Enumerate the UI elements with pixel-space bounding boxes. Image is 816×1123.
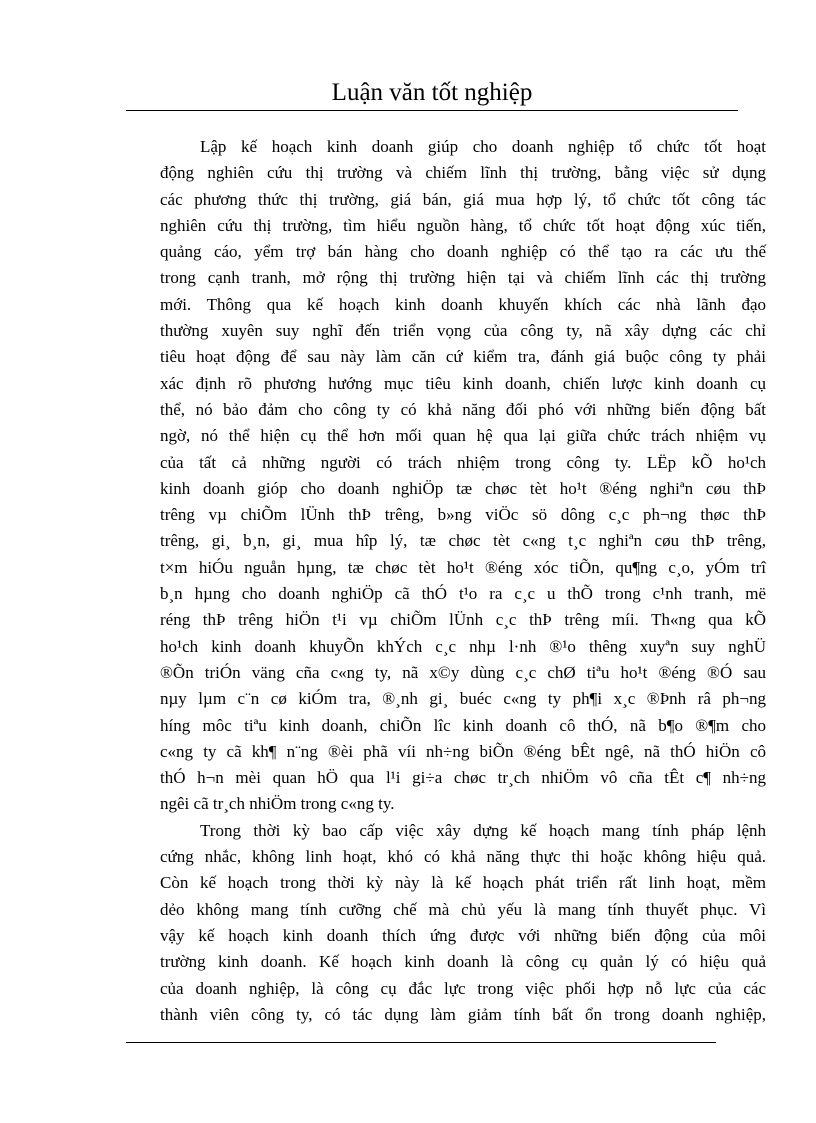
text-line: ngêi cã tr¸ch nhiÖm trong c«ng ty. xyxy=(160,794,395,814)
text-line: vậy kế hoạch kinh doanh thích ứng được với những biến động của môi xyxy=(160,925,766,945)
text-line: trêng, gi¸ b¸n, gi¸ mua hîp lý, tæ chøc tèt c«ng t¸c nghiªn cøu thÞ trêng, xyxy=(160,531,766,551)
text-line: quảng cáo, yểm trợ bán hàng cho doanh nghiệp có thể tạo ra các ưu thế xyxy=(160,242,766,262)
text-line: Trong thời kỳ bao cấp việc xây dựng kế hoạch mang tính pháp lệnh xyxy=(200,820,766,840)
text-line: xác định rõ phương hướng mục tiêu kinh doanh, chiến lược kinh doanh cụ xyxy=(160,373,766,393)
text-line: Lập kế hoạch kinh doanh giúp cho doanh nghiệp tổ chức tốt hoạt xyxy=(200,137,766,156)
text-line: động nghiên cứu thị trường và chiếm lĩnh thị trường, bằng việc sử dụng xyxy=(160,163,766,183)
text-line: trường kinh doanh. Kế hoạch kinh doanh là công cụ quản lý có hiệu quả xyxy=(160,952,766,972)
text-line: ®Õn triÓn väng cña c«ng ty, nã x©y dùng c¸c chØ tiªu ho¹t ®éng ®Ó sau xyxy=(160,662,766,682)
text-line: thể, nó bảo đảm cho công ty có khả năng đối phó với những biến động bất xyxy=(160,399,766,419)
text-line: cứng nhắc, không linh hoạt, khó có khả năng thực thi hoặc không hiệu quả. xyxy=(160,847,766,867)
page-header-title: Luận văn tốt nghiệp xyxy=(331,79,533,106)
text-line: ho¹ch kinh doanh khuyÕn khÝch c¸c nhµ l·nh ®¹o thêng xuyªn suy nghÜ xyxy=(160,636,766,656)
text-line: của tất cả những người có trách nhiệm trong công ty. LËp kÕ ho¹ch xyxy=(160,452,766,472)
text-line: kinh doanh gióp cho doanh nghiÖp tæ chøc tèt ho¹t ®éng nghiªn cøu thÞ xyxy=(160,478,766,498)
text-line: c«ng ty cã kh¶ n¨ng ®èi phã víi nh÷ng biÕn ®éng bÊt ngê, nã thÓ hiÖn cô xyxy=(160,741,766,761)
text-line: trêng vµ chiÕm lÜnh thÞ trêng, b»ng viÖc sö dông c¸c ph¬ng thøc thÞ xyxy=(160,505,766,525)
text-line: thường xuyên suy nghĩ đến triển vọng của công ty, nã xây dựng các chỉ xyxy=(160,321,766,341)
text-line: các phương thức thị trường, giá bán, giá mua hợp lý, tổ chức tốt công tác xyxy=(160,189,766,209)
text-line: dẻo không mang tính cưỡng chế mà chủ yếu là mang tính thuyết phục. Vì xyxy=(160,899,766,919)
text-line: Còn kế hoạch trong thời kỳ này là kế hoạch phát triển rất linh hoạt, mềm xyxy=(160,873,766,893)
text-line: mới. Thông qua kế hoạch kinh doanh khuyến khích các nhà lãnh đạo xyxy=(160,294,766,314)
text-line: ngờ, nó thể hiện cụ thể hơn mối quan hệ qua lại giữa chức trách nhiệm vụ xyxy=(160,426,766,446)
text-line: réng thÞ trêng hiÖn t¹i vµ chiÕm lÜnh c¸c thÞ trêng míi. Th«ng qua kÕ xyxy=(160,610,766,630)
footer-rule xyxy=(126,1042,716,1043)
text-line: híng môc tiªu kinh doanh, chiÕn lîc kinh doanh cô thÓ, nã b¶o ®¶m cho xyxy=(160,715,766,735)
text-line: của doanh nghiệp, là công cụ đắc lực trong việc phối hợp nỗ lực của các xyxy=(160,978,766,998)
header-rule xyxy=(126,110,738,111)
text-line: tiêu hoạt động để sau này làm căn cứ kiểm tra, đánh giá buộc công ty phải xyxy=(160,347,766,367)
text-line: nghiên cứu thị trường, tìm hiểu nguồn hàng, tổ chức tốt hoạt động xúc tiến, xyxy=(160,215,766,235)
body-text xyxy=(160,134,766,1028)
text-line: nµy lµm c¨n cø kiÓm tra, ®¸nh gi¸ buéc c«ng ty ph¶i x¸c ®Þnh râ ph¬ng xyxy=(160,689,766,709)
text-line: t×m hiÓu nguån hµng, tæ chøc tèt ho¹t ®éng xóc tiÕn, qu¶ng c¸o, yÓm trî xyxy=(160,557,766,577)
text-line: trong cạnh tranh, mở rộng thị trường hiện tại và chiếm lĩnh các thị trường xyxy=(160,268,766,288)
text-line: b¸n hµng cho doanh nghiÖp cã thÓ t¹o ra c¸c u thÕ trong c¹nh tranh, më xyxy=(160,584,766,604)
text-line: thÓ h¬n mèi quan hÖ qua l¹i gi÷a chøc tr¸ch nhiÖm vô cña tÊt c¶ nh÷ng xyxy=(160,768,766,788)
text-line: thành viên công ty, có tác dụng làm giảm tính bất ổn trong doanh nghiệp, xyxy=(160,1004,766,1024)
